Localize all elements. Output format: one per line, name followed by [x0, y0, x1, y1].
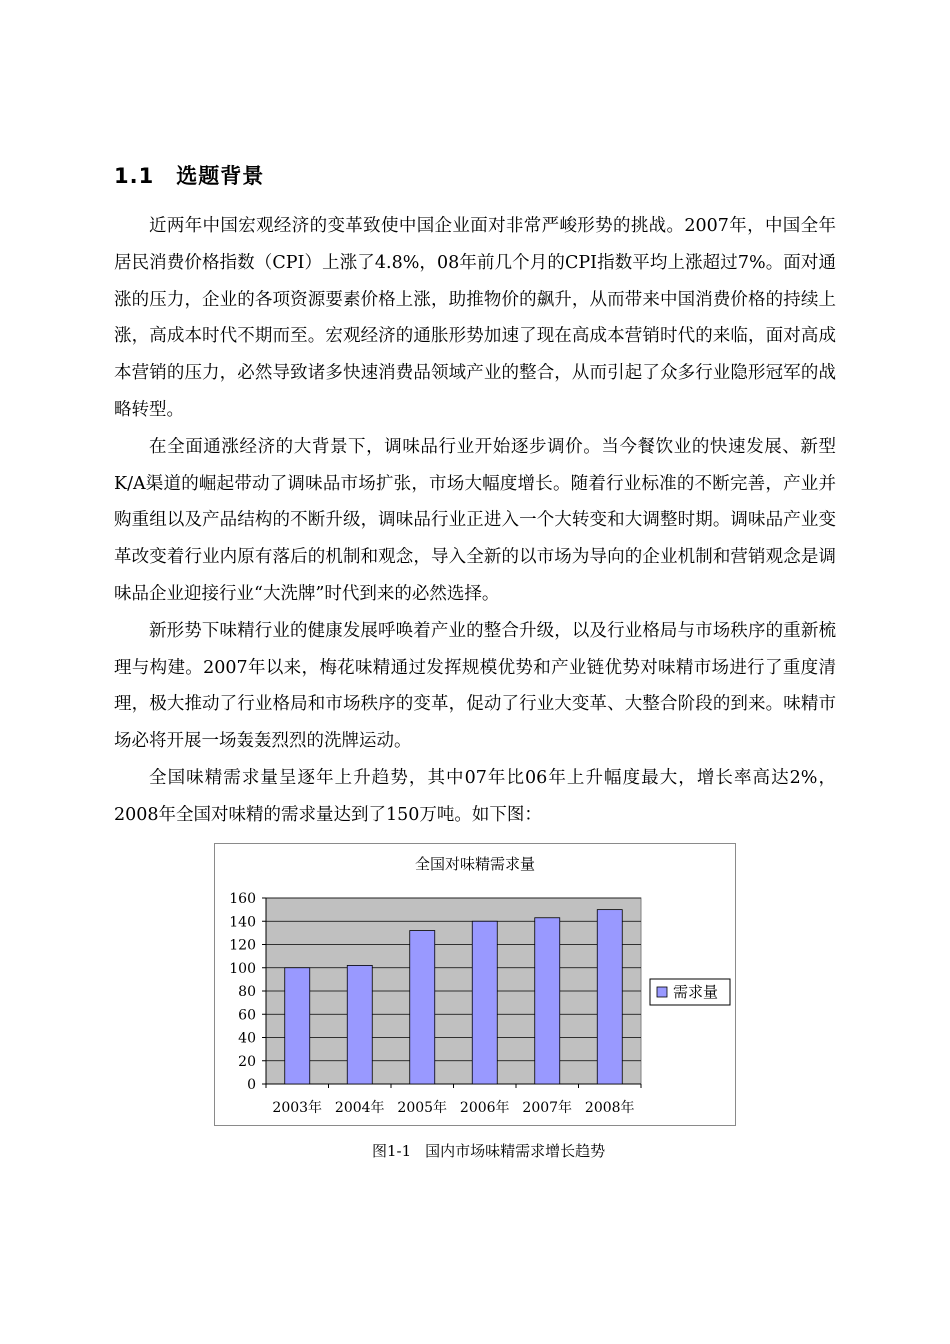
y-tick-label: 100: [229, 960, 256, 977]
legend-swatch: [657, 987, 667, 997]
body-text: [114, 208, 836, 834]
y-tick-label: 120: [229, 937, 256, 954]
chart-title: 全国对味精需求量: [414, 855, 536, 873]
y-tick-label: 60: [238, 1007, 256, 1024]
bar-2008年: [597, 910, 622, 1084]
x-tick-label: 2006年: [459, 1100, 510, 1116]
paragraph-1: 近两年中国宏观经济的变革致使中国企业面对非常严峻形势的挑战。2007年，中国全年居民消费价格指数（CPI）上涨了4.8%，08年前几个月的CPI指数平均上涨超过7%。面对通涨的压力，企业的各项资源要素价格上涨，助推物价的飙升，从而带来中国消费价格的持续上涨，高成本时代不期而至。宏观经济的通胀形势加速了现在高成本营销时代的来临，面对高成本营销的压力，必然导致诸多快速消费品领域产业的整合，从而引起了众多行业隐形冠军的战略转型。: [114, 216, 836, 420]
bar-chart: [215, 844, 735, 1125]
section-heading: [114, 160, 264, 190]
y-tick-label: 40: [238, 1030, 256, 1047]
x-tick-label: 2004年: [334, 1100, 385, 1116]
bar-2003年: [285, 968, 310, 1084]
bar-2004年: [347, 965, 372, 1084]
paragraph-2: 在全面通涨经济的大背景下，调味品行业开始逐步调价。当今餐饮业的快速发展、新型K/A渠道的崛起带动了调味品市场扩张，市场大幅度增长。随着行业标准的不断完善，产业并购重组以及产品结构的不断升级，调味品行业正进入一个大转变和大调整时期。调味品产业变革改变着行业内原有落后的机制和观念，导入全新的以市场为导向的企业机制和营销观念是调味品企业迎接行业“大洗牌”时代到来的必然选择。: [114, 436, 836, 604]
x-tick-label: 2005年: [397, 1100, 448, 1116]
section-number: 1.1: [114, 164, 155, 188]
y-tick-label: 160: [229, 891, 256, 907]
chart-container: [214, 843, 736, 1126]
figure-caption: [372, 1140, 605, 1161]
x-tick-label: 2007年: [522, 1100, 573, 1116]
bar-2006年: [472, 921, 497, 1084]
paragraph-3: 新形势下味精行业的健康发展呼唤着产业的整合升级，以及行业格局与市场秩序的重新梳理与构建。2007年以来，梅花味精通过发挥规模优势和产业链优势对味精市场进行了重度清理，极大推动了行业格局和市场秩序的变革，促动了行业大变革、大整合阶段的到来。味精市场必将开展一场轰轰烈烈的洗牌运动。: [114, 620, 836, 752]
figure-number: 图1-1: [372, 1142, 412, 1160]
legend-label: 需求量: [673, 983, 719, 1001]
section-title: 选题背景: [176, 164, 265, 188]
y-tick-label: 0: [247, 1077, 256, 1093]
y-tick-label: 140: [229, 914, 256, 931]
figure-caption-text: 国内市场味精需求增长趋势: [425, 1142, 606, 1160]
bar-2005年: [410, 931, 435, 1084]
paragraph-4: 全国味精需求量呈逐年上升趋势，其中07年比06年上升幅度最大，增长率高达2%，2008年全国对味精的需求量达到了150万吨。如下图：: [114, 767, 836, 825]
y-tick-label: 80: [238, 984, 256, 1000]
x-tick-label: 2003年: [272, 1100, 323, 1116]
x-tick-label: 2008年: [584, 1100, 635, 1116]
bar-2007年: [535, 918, 560, 1084]
y-tick-label: 20: [238, 1053, 256, 1070]
